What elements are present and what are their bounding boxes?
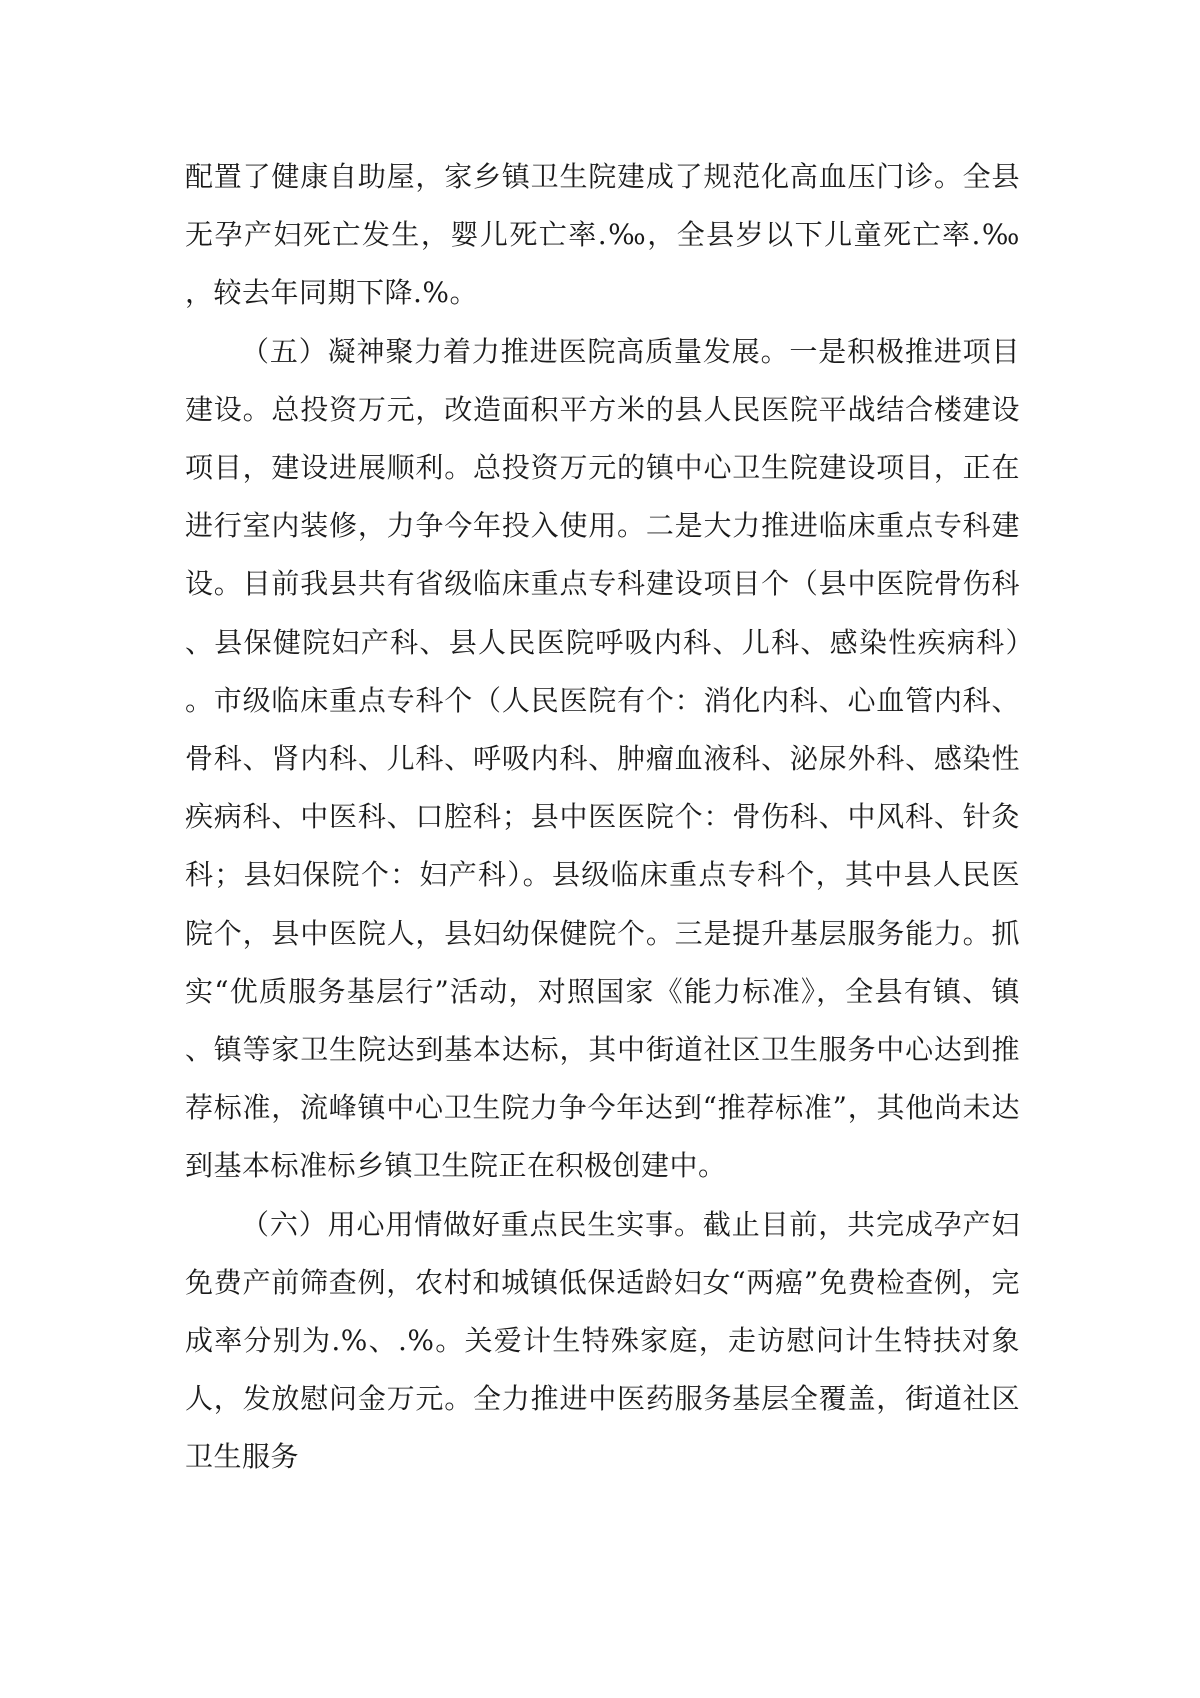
paragraph-hospital-development: （五）凝神聚力着力推进医院高质量发展。一是积极推进项目建设。总投资万元，改造面积平方米的县人民医院平战结合楼建设项目，建设进展顺利。总投资万元的镇中心卫生院建设项目，正在进行室内装修，力争今年投入使用。二是大力推进临床重点专科建设。目前我县共有省级临床重点专科建设项目个（县中医院骨伤科、县保健院妇产科、县人民医院呼吸内科、儿科、感染性疾病科）。市级临床重点专科个（人民医院有个：消化内科、心血管内科、骨科、肾内科、儿科、呼吸内科、肿瘤血液科、泌尿外科、感染性疾病科、中医科、口腔科；县中医医院个：骨伤科、中风科、针灸科；县妇保院个：妇产科）。县级临床重点专科个，其中县人民医院个，县中医院人，县妇幼保健院个。三是提升基层服务能力。抓实“优质服务基层行”活动，对照国家《能力标准》，全县有镇、镇、镇等家卫生院达到基本达标，其中街道社区卫生服务中心达到推荐标准，流峰镇中心卫生院力争今年达到“推荐标准”，其他尚未达到基本标准标乡镇卫生院正在积极创建中。 xyxy=(185,334,1020,1183)
paragraph-livelihood-projects: （六）用心用情做好重点民生实事。截止目前，共完成孕产妇免费产前筛查例，农村和城镇低保适龄妇女“两癌”免费检查例，完成率分别为.%、.%。关爱计生特殊家庭，走访慰问计生特扶对象人，发放慰问金万元。全力推进中医药服务基层全覆盖，街道社区卫生服务 xyxy=(185,1207,1020,1474)
paragraph-health-outcomes: 配置了健康自助屋，家乡镇卫生院建成了规范化高血压门诊。全县无孕产妇死亡发生，婴儿死亡率.‰，全县岁以下儿童死亡率.‰，较去年同期下降.%。 xyxy=(185,160,1020,310)
document-body xyxy=(185,148,1020,1487)
